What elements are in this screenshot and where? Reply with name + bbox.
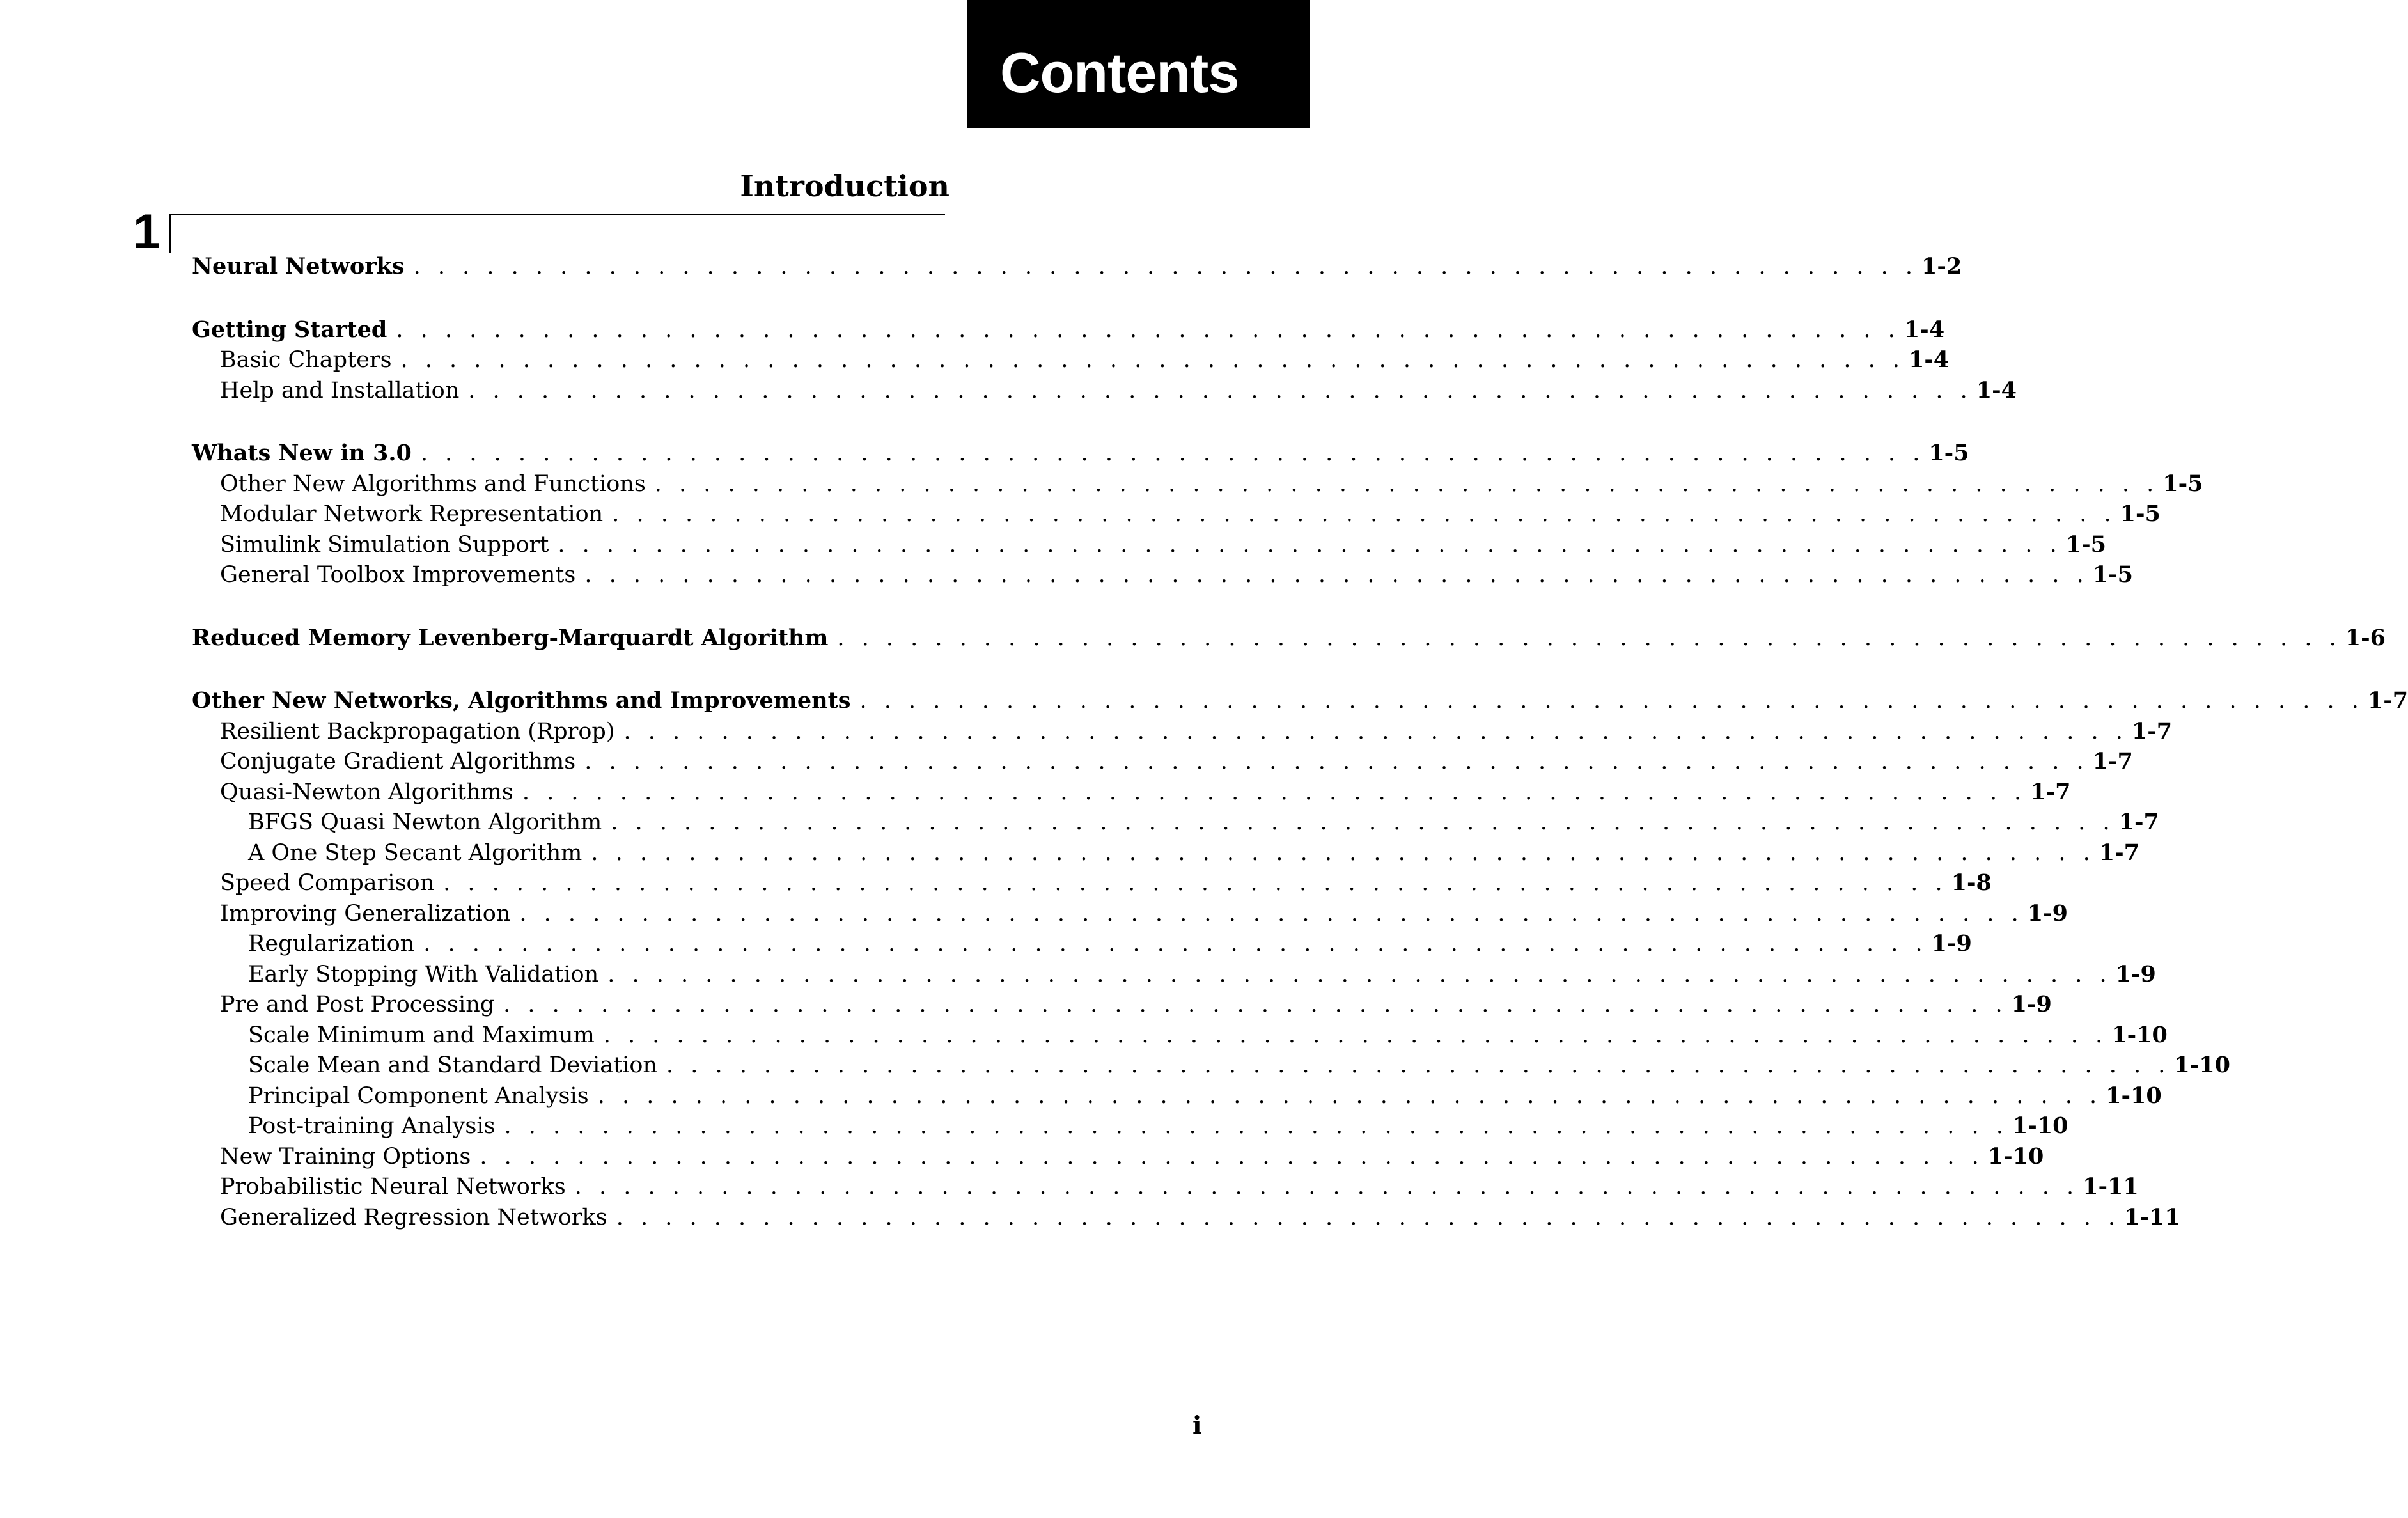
toc-entry[interactable] [192,345,1950,375]
toc-entry-title: Early Stopping With Validation [248,961,599,987]
toc-entry[interactable] [192,928,1972,959]
toc-entry-page: 1-9 [2011,991,2052,1017]
toc-entry[interactable] [192,438,1969,469]
toc-dot-leader: . . . . . . . . . . . . . . . . . . . . . . . . . . . . . . . . . . . . . . . . . . . . . . . . . . . . . . . . . . . . . . [423,931,1928,957]
toc-entry-title: Improving Generalization [220,900,511,927]
toc-entry-title: Neural Networks [192,253,405,279]
chapter-rule-vertical [169,214,171,253]
toc-dot-leader: . . . . . . . . . . . . . . . . . . . . . . . . . . . . . . . . . . . . . . . . . . . . . . . . . . . . . . . . . . . . . . [558,531,2062,558]
toc-entry-page: 1-6 [2345,624,2386,651]
toc-entry-page: 1-10 [2111,1021,2168,1048]
toc-dot-leader: . . . . . . . . . . . . . . . . . . . . . . . . . . . . . . . . . . . . . . . . . . . . . . . . . . . . . . . . . . . . . . [616,1204,2121,1230]
chapter-title: Introduction [740,169,950,203]
toc-entry[interactable] [192,777,2071,808]
toc-entry-title: Modular Network Representation [220,501,604,527]
toc-entry-page: 1-2 [1921,253,1962,279]
toc-entry[interactable] [192,746,2133,777]
toc-dot-leader: . . . . . . . . . . . . . . . . . . . . . . . . . . . . . . . . . . . . . . . . . . . . . . . . . . . . . . . . . . . . . . [837,625,2342,651]
toc-dot-leader: . . . . . . . . . . . . . . . . . . . . . . . . . . . . . . . . . . . . . . . . . . . . . . . . . . . . . . . . . . . . . . [504,1113,2008,1139]
toc-dot-leader: . . . . . . . . . . . . . . . . . . . . . . . . . . . . . . . . . . . . . . . . . . . . . . . . . . . . . . . . . . . . . . [597,1083,2102,1109]
toc-entry[interactable] [192,1171,2139,1202]
toc-entry-title: General Toolbox Improvements [220,562,576,588]
toc-entry[interactable] [192,807,2159,838]
toc-entry[interactable] [192,868,1992,898]
toc-entry-page: 1-7 [2131,717,2173,744]
chapter-rule-horizontal [169,214,945,215]
toc-entry[interactable] [192,959,2156,990]
toc-entry-page: 1-10 [2174,1052,2230,1078]
toc-entry-page: 1-5 [1928,440,1969,466]
toc-entry-page: 1-5 [2092,561,2133,588]
toc-entry-page: 1-4 [1976,377,2017,403]
toc-entry-page: 1-5 [2065,531,2106,558]
toc-dot-leader: . . . . . . . . . . . . . . . . . . . . . . . . . . . . . . . . . . . . . . . . . . . . . . . . . . . . . . . . . . . . . . [584,749,2089,774]
toc-entry-title: Help and Installation [220,377,460,403]
toc-dot-leader: . . . . . . . . . . . . . . . . . . . . . . . . . . . . . . . . . . . . . . . . . . . . . . . . . . . . . . . . . . . . . . [413,254,1918,279]
toc-entry-page: 1-7 [2099,839,2139,866]
toc-dot-leader: . . . . . . . . . . . . . . . . . . . . . . . . . . . . . . . . . . . . . . . . . . . . . . . . . . . . . . . . . . . . . . [859,688,2364,714]
toc-entry-page: 1-7 [2030,778,2071,805]
toc-entry-title: Post-training Analysis [248,1113,496,1139]
chapter-number: 1 [133,205,160,259]
toc-entry-page: 1-10 [2012,1113,2068,1139]
contents-title: Contents [1000,41,1239,104]
toc-dot-leader: . . . . . . . . . . . . . . . . . . . . . . . . . . . . . . . . . . . . . . . . . . . . . . . . . . . . . . . . . . . . . . [574,1174,2079,1200]
toc-entry-page: 1-11 [2124,1203,2180,1230]
toc-entry-page: 1-7 [2118,809,2159,835]
toc-entry-title: Other New Algorithms and Functions [220,471,646,497]
toc-entry-page: 1-9 [2027,900,2068,927]
toc-entry-title: Scale Minimum and Maximum [248,1022,595,1048]
toc-dot-leader: . . . . . . . . . . . . . . . . . . . . . . . . . . . . . . . . . . . . . . . . . . . . . . . . . . . . . . . . . . . . . . [396,317,1900,343]
toc-entry[interactable] [192,1081,2162,1111]
toc-entry-title: Other New Networks, Algorithms and Improvements [192,687,851,714]
toc-entry-page: 1-4 [1904,316,1945,343]
toc-dot-leader: . . . . . . . . . . . . . . . . . . . . . . . . . . . . . . . . . . . . . . . . . . . . . . . . . . . . . . . . . . . . . . [443,870,1948,896]
toc-entry-page: 1-5 [2120,501,2161,527]
toc-dot-leader: . . . . . . . . . . . . . . . . . . . . . . . . . . . . . . . . . . . . . . . . . . . . . . . . . . . . . . . . . . . . . . [420,441,1925,466]
toc-entry-title: BFGS Quasi Newton Algorithm [248,810,602,835]
toc-dot-leader: . . . . . . . . . . . . . . . . . . . . . . . . . . . . . . . . . . . . . . . . . . . . . . . . . . . . . . . . . . . . . . [654,471,2159,497]
toc-entry-title: Pre and Post Processing [220,992,495,1017]
toc-dot-leader: . . . . . . . . . . . . . . . . . . . . . . . . . . . . . . . . . . . . . . . . . . . . . . . . . . . . . . . . . . . . . . [611,810,2115,835]
toc-entry-title: Whats New in 3.0 [192,440,412,466]
toc-entry-page: 1-11 [2083,1173,2139,1200]
toc-entry[interactable] [192,1020,2168,1051]
toc-dot-leader: . . . . . . . . . . . . . . . . . . . . . . . . . . . . . . . . . . . . . . . . . . . . . . . . . . . . . . . . . . . . . . [603,1022,2108,1048]
toc-entry-title: A One Step Secant Algorithm [248,840,582,866]
toc-entry[interactable] [192,898,2068,929]
toc-entry-page: 1-8 [1951,870,1992,896]
toc-entry[interactable] [192,989,2052,1020]
toc-entry-page: 1-4 [1908,347,1950,373]
toc-entry[interactable] [192,623,2386,653]
toc-entry-title: Reduced Memory Levenberg-Marquardt Algorithm [192,624,829,651]
toc-entry[interactable] [192,251,1962,282]
toc-entry[interactable] [192,838,2139,868]
toc-entry-page: 1-9 [2115,960,2156,987]
toc-dot-leader: . . . . . . . . . . . . . . . . . . . . . . . . . . . . . . . . . . . . . . . . . . . . . . . . . . . . . . . . . . . . . . [503,992,2008,1017]
toc-entry-title: Generalized Regression Networks [220,1204,607,1230]
toc-entry[interactable] [192,1141,2044,1172]
toc-dot-leader: . . . . . . . . . . . . . . . . . . . . . . . . . . . . . . . . . . . . . . . . . . . . . . . . . . . . . . . . . . . . . . [522,779,2027,805]
toc-dot-leader: . . . . . . . . . . . . . . . . . . . . . . . . . . . . . . . . . . . . . . . . . . . . . . . . . . . . . . . . . . . . . . [468,377,1973,403]
toc-entry[interactable] [192,1050,2230,1081]
toc-dot-leader: . . . . . . . . . . . . . . . . . . . . . . . . . . . . . . . . . . . . . . . . . . . . . . . . . . . . . . . . . . . . . . [400,347,1905,373]
toc-dot-leader: . . . . . . . . . . . . . . . . . . . . . . . . . . . . . . . . . . . . . . . . . . . . . . . . . . . . . . . . . . . . . . [666,1052,2171,1078]
toc-entry[interactable] [192,499,2161,529]
toc-entry[interactable] [192,469,2203,499]
toc-entry-page: 1-7 [2092,748,2133,774]
toc-dot-leader: . . . . . . . . . . . . . . . . . . . . . . . . . . . . . . . . . . . . . . . . . . . . . . . . . . . . . . . . . . . . . . [480,1143,1984,1170]
toc-dot-leader: . . . . . . . . . . . . . . . . . . . . . . . . . . . . . . . . . . . . . . . . . . . . . . . . . . . . . . . . . . . . . . [612,501,2116,527]
toc-dot-leader: . . . . . . . . . . . . . . . . . . . . . . . . . . . . . . . . . . . . . . . . . . . . . . . . . . . . . . . . . . . . . . [591,840,2095,866]
toc-dot-leader: . . . . . . . . . . . . . . . . . . . . . . . . . . . . . . . . . . . . . . . . . . . . . . . . . . . . . . . . . . . . . . [519,900,2024,927]
toc-entry[interactable] [192,529,2106,560]
toc-entry-page: 1-7 [2367,687,2408,714]
toc-entry-title: Quasi-Newton Algorithms [220,779,513,805]
toc-entry[interactable] [192,685,2408,716]
contents-tab [967,0,1310,128]
toc-entry-page: 1-9 [1931,930,1972,957]
page-number: i [1192,1411,1202,1439]
toc-dot-leader: . . . . . . . . . . . . . . . . . . . . . . . . . . . . . . . . . . . . . . . . . . . . . . . . . . . . . . . . . . . . . . [607,961,2112,987]
table-of-contents [192,251,2408,1232]
toc-entry-page: 1-5 [2162,470,2203,497]
toc-entry-title: Resilient Backpropagation (Rprop) [220,718,615,744]
toc-entry[interactable] [192,375,2017,406]
toc-entry-title: Basic Chapters [220,347,392,373]
toc-entry-title: New Training Options [220,1143,471,1170]
toc-dot-leader: . . . . . . . . . . . . . . . . . . . . . . . . . . . . . . . . . . . . . . . . . . . . . . . . . . . . . . . . . . . . . . [623,718,2128,744]
toc-entry[interactable] [192,559,2133,590]
toc-entry-title: Speed Comparison [220,870,435,896]
toc-entry[interactable] [192,315,1945,345]
toc-entry-title: Regularization [248,931,415,957]
toc-entry-title: Conjugate Gradient Algorithms [220,749,576,774]
toc-entry-page: 1-10 [2106,1082,2162,1109]
toc-entry[interactable] [192,1202,2180,1233]
toc-entry-title: Getting Started [192,316,387,343]
toc-entry-title: Probabilistic Neural Networks [220,1174,566,1200]
toc-entry-title: Scale Mean and Standard Deviation [248,1052,657,1078]
toc-entry-page: 1-10 [1987,1143,2044,1170]
toc-entry[interactable] [192,716,2173,747]
toc-entry[interactable] [192,1111,2068,1141]
toc-entry-title: Simulink Simulation Support [220,531,549,558]
toc-entry-title: Principal Component Analysis [248,1083,589,1109]
toc-dot-leader: . . . . . . . . . . . . . . . . . . . . . . . . . . . . . . . . . . . . . . . . . . . . . . . . . . . . . . . . . . . . . . [584,562,2089,588]
